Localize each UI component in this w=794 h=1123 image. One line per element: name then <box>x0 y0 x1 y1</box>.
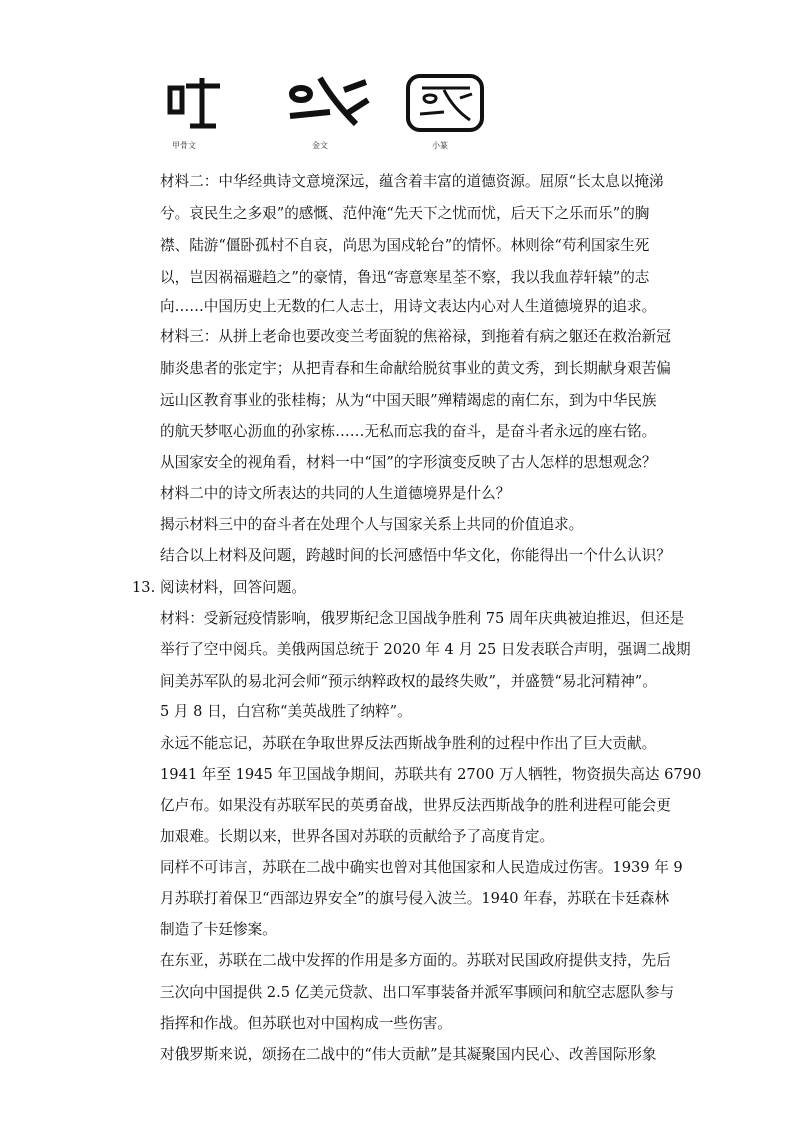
q13-material-line-2: 举行了空中阅兵。美俄两国总统于 2020 年 4 月 25 日发表联合声明，强调二战期 <box>160 641 691 658</box>
q13-material-line-3: 间美苏军队的易北河会师“预示纳粹政权的最终失败”，并盛赞“易北河精神”。 <box>160 673 657 690</box>
q13-material-line-15: 对俄罗斯来说，颂扬在二战中的“伟大贡献”是其凝聚国内民心、改善国际形象 <box>160 1046 657 1063</box>
material-3-line-2: 肺炎患者的张定宇；从把青春和生命献给脱贫事业的黄文秀，到长期献身艰苦偏 <box>160 360 671 377</box>
q13-material-line-12: 在东亚，苏联在二战中发挥的作用是多方面的。苏联对民国政府提供支持，先后 <box>160 952 671 969</box>
material-3-line-4: 的航天梦呕心沥血的孙家栋……无私而忘我的奋斗，是奋斗者永远的座右铭。 <box>160 423 657 440</box>
question-line-3: 揭示材料三中的奋斗者在处理个人与国家关系上共同的价值追求。 <box>160 516 584 533</box>
guo-character-evolution-figure <box>160 72 500 152</box>
question-line-4: 结合以上材料及问题，跨越时间的长河感悟中华文化，你能得出一个什么认识？ <box>160 547 671 564</box>
question-line-1: 从国家安全的视角看，材料一中“国”的字形演变反映了古人怎样的思想观念？ <box>160 454 657 471</box>
small-seal-caption: 小篆 <box>432 141 448 150</box>
material-3-line-1: 材料三：从拼上老命也要改变兰考面貌的焦裕禄，到拖着有病之躯还在救治新冠 <box>160 328 671 345</box>
q13-material-line-4: 5 月 8 日，白宫称“美英战胜了纳粹”。 <box>160 703 412 720</box>
material-3-line-3: 远山区教育事业的张桂梅；从为“中国天眼”殚精竭虑的南仁东，到为中华民族 <box>160 392 657 409</box>
oracle-bone-caption: 甲骨文 <box>172 141 196 150</box>
q13-material-line-6: 1941 年至 1945 年卫国战争期间，苏联共有 2700 万人牺牲，物资损失高达 6790 <box>160 766 702 783</box>
q13-material-line-7: 亿卢布。如果没有苏联军民的英勇奋战，世界反法西斯战争的胜利进程可能会更 <box>160 797 671 814</box>
question-line-2: 材料二中的诗文所表达的共同的人生道德境界是什么？ <box>160 485 511 502</box>
q13-material-line-14: 指挥和作战。但苏联也对中国构成一些伤害。 <box>160 1015 452 1032</box>
material-2-line-3: 襟、陆游“僵卧孤村不自哀，尚思为国戍轮台”的情怀。林则徐“苟利国家生死 <box>160 237 650 254</box>
q13-material-line-1: 材料：受新冠疫情影响，俄罗斯纪念卫国战争胜利 75 周年庆典被迫推迟，但还是 <box>160 610 685 627</box>
q13-material-line-10: 月苏联打着保卫“西部边界安全”的旗号侵入波兰。1940 年春，苏联在卡廷森林 <box>160 890 670 907</box>
material-2-line-2: 兮。哀民生之多艰”的感慨、范仲淹“先天下之忧而忧，后天下之乐而乐”的胸 <box>160 205 650 222</box>
material-2-line-5: 向……中国历史上无数的仁人志士，用诗文表达内心对人生道德境界的追求。 <box>160 298 657 315</box>
q13-material-line-8: 加艰难。长期以来，世界各国对苏联的贡献给予了高度肯定。 <box>160 828 555 845</box>
oracle-bone-guo-glyph <box>166 72 222 134</box>
material-2-line-1: 材料二：中华经典诗文意境深远，蕴含着丰富的道德资源。屈原“长太息以掩涕 <box>160 173 664 190</box>
q13-material-line-11: 制造了卡廷惨案。 <box>160 921 277 938</box>
question-number: 13. <box>132 579 156 596</box>
q13-instruction: 阅读材料，回答问题。 <box>160 579 306 596</box>
material-2-line-4: 以，岂因祸福避趋之”的豪情，鲁迅“寄意寒星荃不察，我以我血荐轩辕”的志 <box>160 269 650 286</box>
q13-material-line-13: 三次向中国提供 2.5 亿美元贷款、出口军事装备并派军事顾问和航空志愿队参与 <box>160 984 675 1001</box>
bronze-inscription-caption: 金文 <box>312 141 328 150</box>
q13-material-line-9: 同样不可讳言，苏联在二战中确实也曾对其他国家和人民造成过伤害。1939 年 9 <box>160 859 683 876</box>
q13-material-line-5: 永远不能忘记，苏联在争取世界反法西斯战争胜利的过程中作出了巨大贡献。 <box>160 735 657 752</box>
small-seal-guo-glyph <box>404 72 488 134</box>
bronze-inscription-guo-glyph <box>286 72 372 130</box>
